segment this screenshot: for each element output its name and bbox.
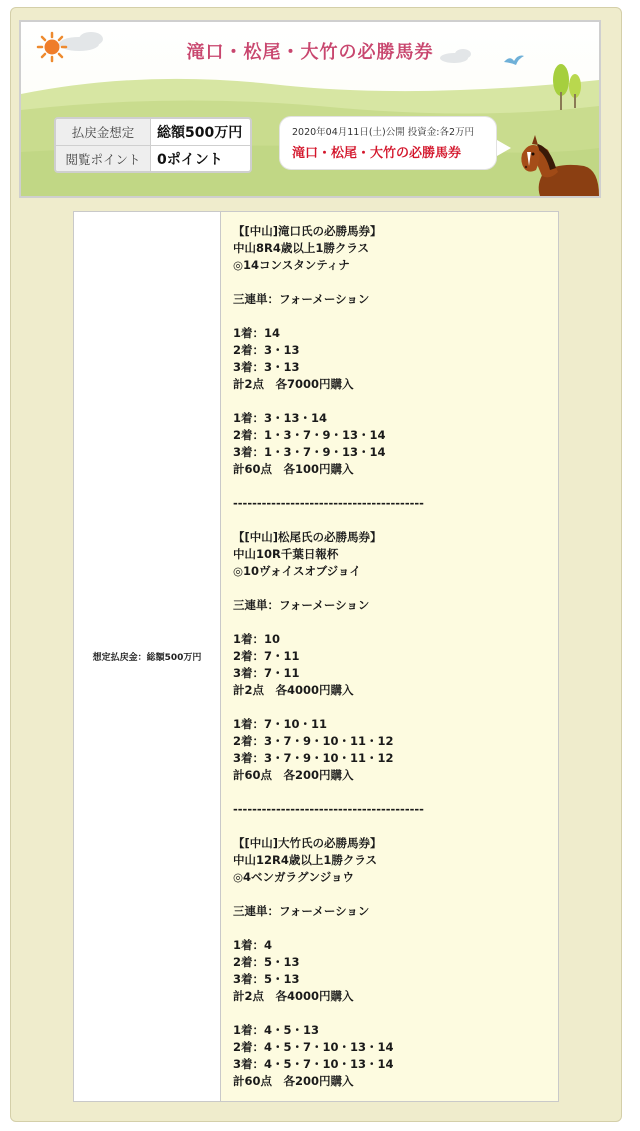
info-table: [54, 117, 252, 173]
blank-line: [233, 1005, 548, 1022]
points-label: 閲覧ポイント: [56, 146, 151, 172]
detail-line: 2着：1・3・7・9・13・14: [233, 428, 386, 442]
betting-content-table: [73, 211, 559, 1102]
blank-line: [233, 580, 548, 597]
detail-line: 三連単：フォーメーション: [233, 598, 370, 612]
detail-line: 1着：4: [233, 938, 273, 952]
detail-line: 1着：3・13・14: [233, 411, 328, 425]
detail-line: 中山8R4歳以上1勝クラス: [233, 241, 370, 255]
payout-row: [56, 119, 250, 145]
payout-value: 総額500万円: [157, 125, 243, 141]
detail-line: 2着：5・13: [233, 955, 300, 969]
blank-line: [233, 274, 548, 291]
detail-line: 2着：4・5・7・10・13・14: [233, 1040, 394, 1054]
detail-line: 1着：14: [233, 326, 281, 340]
blank-line: [233, 512, 548, 529]
divider-line: ----------------------------------------: [233, 802, 424, 816]
detail-line: 2着：7・11: [233, 649, 300, 663]
speech-bubble: [279, 116, 497, 170]
detail-line: ◎10ヴォイスオブジョイ: [233, 564, 361, 578]
detail-line: 2着：3・13: [233, 343, 300, 357]
detail-line: 計2点 各4000円購入: [233, 989, 354, 1003]
detail-line: 1着：10: [233, 632, 281, 646]
blank-line: [233, 699, 548, 716]
betting-details: [221, 212, 558, 1101]
blank-line: [233, 308, 548, 325]
payout-label: 払戻金想定: [56, 119, 151, 145]
divider-line: ----------------------------------------: [233, 496, 424, 510]
detail-line: 1着：7・10・11: [233, 717, 328, 731]
detail-line: 中山10R千葉日報杯: [233, 547, 339, 561]
detail-line: 3着：3・13: [233, 360, 300, 374]
detail-line: 計60点 各200円購入: [233, 1074, 354, 1088]
speech-bubble-tail: [497, 140, 511, 156]
points-value: 0ポイント: [157, 152, 223, 168]
detail-line: 3着：1・3・7・9・13・14: [233, 445, 386, 459]
detail-line: 3着：5・13: [233, 972, 300, 986]
blank-line: [233, 478, 548, 495]
blank-line: [233, 784, 548, 801]
publish-info: 2020年04月11日(土)公開 投資金:各2万円: [292, 127, 475, 138]
blank-line: [233, 393, 548, 410]
detail-line: 【[中山]滝口氏の必勝馬券】: [233, 224, 382, 238]
blank-line: [233, 920, 548, 937]
banner-title: 滝口・松尾・大竹の必勝馬券: [186, 42, 434, 63]
detail-line: 中山12R4歳以上1勝クラス: [233, 853, 378, 867]
detail-line: 【[中山]松尾氏の必勝馬券】: [233, 530, 382, 544]
detail-line: ◎4ベンガラグンジョウ: [233, 870, 355, 884]
detail-line: 計60点 各100円購入: [233, 462, 354, 476]
header-banner: [19, 20, 601, 198]
expected-payout-label: 想定払戻金：総額500万円: [74, 212, 221, 1101]
detail-line: 3着：4・5・7・10・13・14: [233, 1057, 394, 1071]
detail-line: 2着：3・7・9・10・11・12: [233, 734, 394, 748]
detail-line: 計2点 各7000円購入: [233, 377, 354, 391]
horse-icon: [514, 132, 599, 198]
detail-line: ◎14コンスタンティナ: [233, 258, 350, 272]
detail-line: 三連単：フォーメーション: [233, 292, 370, 306]
points-row: [56, 145, 250, 172]
bubble-title: 滝口・松尾・大竹の必勝馬券: [292, 146, 462, 161]
detail-line: 計60点 各200円購入: [233, 768, 354, 782]
detail-line: 3着：3・7・9・10・11・12: [233, 751, 394, 765]
detail-line: 3着：7・11: [233, 666, 300, 680]
detail-line: 1着：4・5・13: [233, 1023, 320, 1037]
detail-line: 【[中山]大竹氏の必勝馬券】: [233, 836, 382, 850]
detail-line: 三連単：フォーメーション: [233, 904, 370, 918]
blank-line: [233, 886, 548, 903]
blank-line: [233, 614, 548, 631]
detail-line: 計2点 各4000円購入: [233, 683, 354, 697]
blank-line: [233, 818, 548, 835]
